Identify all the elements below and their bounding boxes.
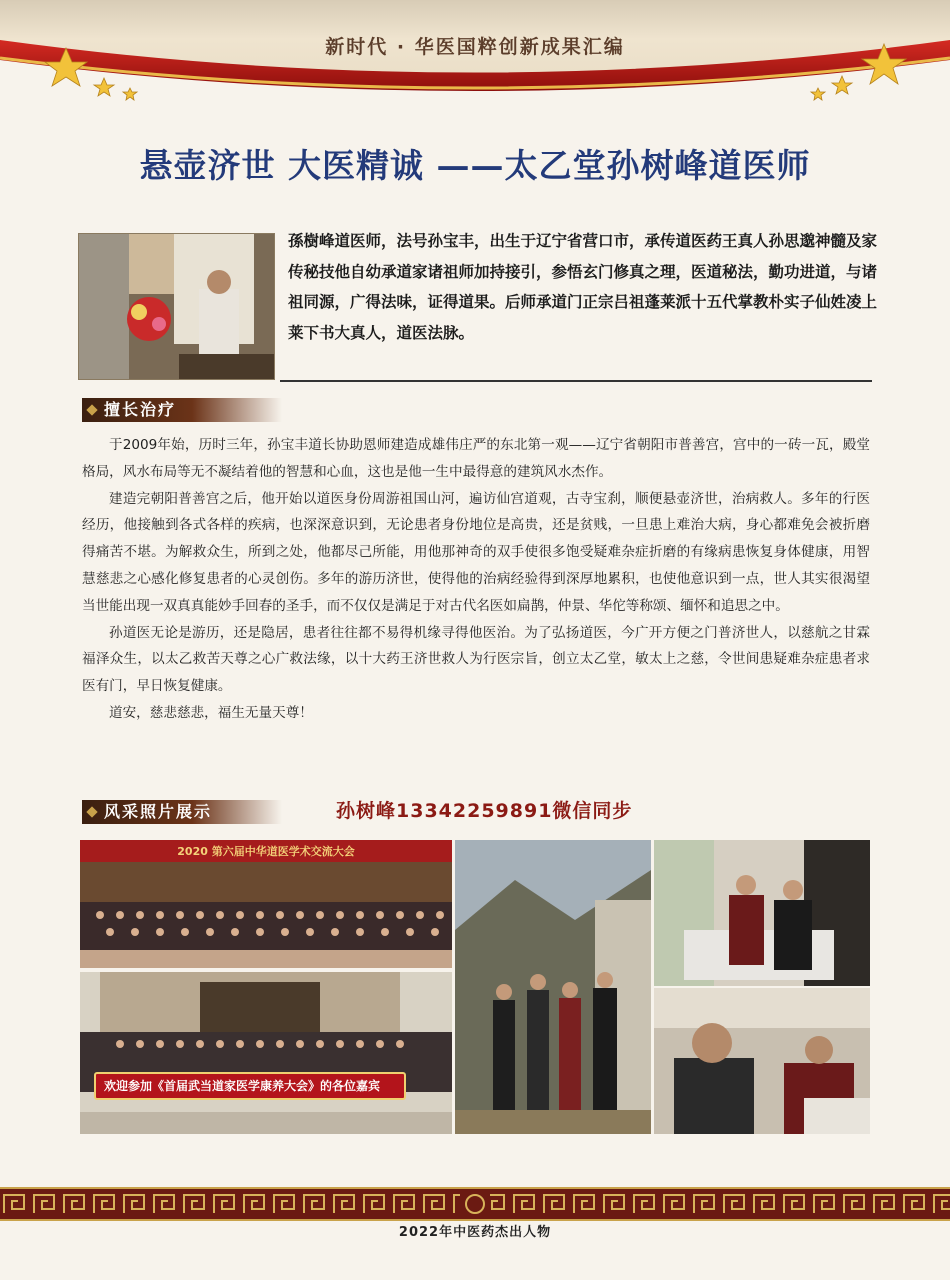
paragraph: 于2009年始，历时三年，孙宝丰道长协助恩师建造成雄伟庄严的东北第一观——辽宁省朝阳市普善宫，宫中的一砖一瓦，殿堂格局，风水布局等无不凝结着他的智慧和心血，这也是他一生中最得意的建筑风水杰作。 bbox=[82, 437, 870, 480]
photo-banner-text: 2020 第六届中华道医学术交流大会 bbox=[177, 845, 355, 858]
article-body bbox=[82, 432, 870, 727]
diamond-icon bbox=[86, 404, 97, 415]
intro-text: 孫樹峰道医师，法号孙宝丰，出生于辽宁省营口市，承传道医药王真人孙思邈神髓及家传秘技他自幼承道家诸祖师加持接引，参悟玄门修真之理，医道秘法，勤功进道，与诸祖同源，广得法味，证得道果。后师承道门正宗吕祖蓬莱派十五代掌教朴实子仙姓凌上莱下书大真人，道医法脉。 bbox=[288, 232, 878, 342]
section-label-gallery bbox=[82, 800, 282, 824]
page-title: 悬壶济世 大医精诚 ——太乙堂孙树峰道医师 bbox=[139, 146, 811, 185]
consultation-photo-2 bbox=[654, 988, 870, 1134]
consultation-photo-1 bbox=[654, 840, 870, 986]
photo-caption: 欢迎参加《首届武当道家医学康养大会》的各位嘉宾 bbox=[94, 1072, 406, 1100]
group-photo-2 bbox=[80, 972, 452, 1134]
paragraph: 建造完朝阳普善宫之后，他开始以道医身份周游祖国山河，遍访仙宫道观，古寺宝刹，顺便悬壶济世，治病救人。多年的行医经历，他接触到各式各样的疾病，也深深意识到，无论患者身份地位是高贵，还是贫贱，一旦患上难治大病，身心都难免会被折磨得痛苦不堪。为解救众生，所到之处，他都尽己所能，用他那神奇的双手使很多饱受疑难杂症折磨的有缘病患恢复身体健康，用智慧慈悲之心感化修复患者的心灵创伤。多年的游历济世，使得他的治病经验得到深厚地累积，也使他意识到一点，世人其实很渴望当世能出现一双真真能妙手回春的圣手，而不仅仅是满足于对古代名医如扁鹊，仲景、华佗等称颂、缅怀和追思之中。 bbox=[82, 490, 870, 614]
paragraph: 道安，慈悲慈悲，福生无量天尊！ bbox=[109, 704, 313, 721]
section-label-text: 风采照片展示 bbox=[104, 802, 213, 821]
divider bbox=[280, 380, 872, 382]
footer-text: 2022年中医药杰出人物 bbox=[398, 1225, 552, 1240]
contact-info: 孙树峰13342259891微信同步 bbox=[336, 800, 633, 822]
footer-pattern-band bbox=[0, 1187, 950, 1221]
paragraph: 孙道医无论是游历，还是隐居，患者往往都不易得机缘寻得他医治。为了弘扬道医，今广开方便之门普济世人，以慈航之甘霖福泽众生，以太乙救苦天尊之心广救法缘，以十大药王济世救人为行医宗旨，创立太乙堂，敏太上之慈，令世间患疑难杂症患者求医有门，早日恢复健康。 bbox=[82, 624, 870, 695]
section-label-text: 擅长治疗 bbox=[104, 400, 177, 419]
header-banner bbox=[0, 0, 950, 112]
group-photo-1 bbox=[80, 840, 452, 968]
diamond-icon bbox=[86, 806, 97, 817]
greek-key-pattern bbox=[0, 1189, 950, 1219]
mountain-group-photo bbox=[455, 840, 651, 1134]
banner-title: 新时代 · 华医国粹创新成果汇编 bbox=[325, 36, 625, 58]
portrait-photo bbox=[78, 233, 275, 380]
section-label-specialty bbox=[82, 398, 282, 422]
